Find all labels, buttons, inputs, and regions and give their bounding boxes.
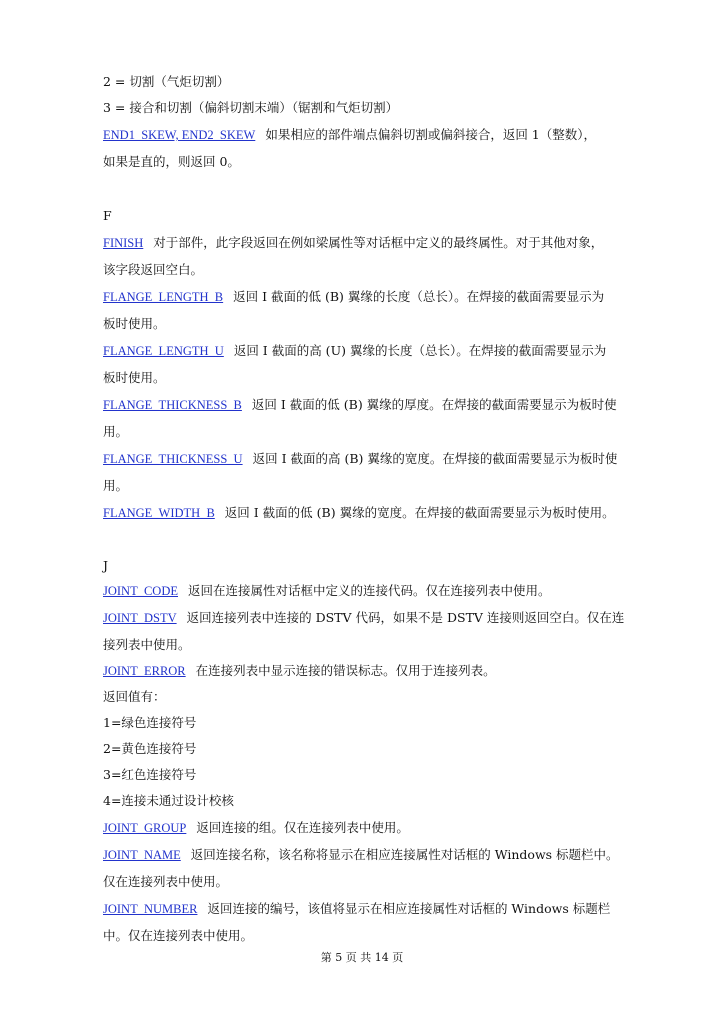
entry-continuation: 如果是直的，则返回 0。 xyxy=(103,154,240,169)
text-line xyxy=(103,478,623,494)
entry-flange-width-b xyxy=(103,505,623,521)
entry-continuation: 接列表中使用。 xyxy=(103,637,191,652)
cut-type-2: 2 = 切割（气炬切割） xyxy=(103,74,230,89)
entry-description: 返回 I 截面的高 (B) 翼缘的宽度。在焊接的截面需要显示为板时使 xyxy=(252,451,618,466)
term-link-end-skew[interactable]: END1_SKEW, END2_SKEW xyxy=(103,128,256,142)
text-line xyxy=(103,741,623,757)
return-value-item: 4=连接未通过设计校核 xyxy=(103,793,234,808)
section-heading: J xyxy=(103,558,109,573)
term-link-joint-number[interactable]: JOINT_NUMBER xyxy=(103,902,198,916)
return-values-heading: 返回值有： xyxy=(103,689,166,704)
section-letter-j xyxy=(103,558,623,574)
entry-description: 返回连接的编号，该值将显示在相应连接属性对话框的 Windows 标题栏 xyxy=(207,901,611,916)
return-value-item: 1=绿色连接符号 xyxy=(103,715,197,730)
term-link-joint-name[interactable]: JOINT_NAME xyxy=(103,848,181,862)
text-line xyxy=(103,637,623,653)
entry-continuation: 仅在连接列表中使用。 xyxy=(103,874,229,889)
section-letter-f xyxy=(103,208,623,224)
entry-description: 如果相应的部件端点偏斜切割或偏斜接合，返回 1（整数）， xyxy=(265,127,596,142)
term-link-joint-error[interactable]: JOINT_ERROR xyxy=(103,664,186,678)
term-link-joint-code[interactable]: JOINT_CODE xyxy=(103,584,178,598)
term-link-flange-thickness-u[interactable]: FLANGE_THICKNESS_U xyxy=(103,452,243,466)
cut-type-3: 3 = 接合和切割（偏斜切割末端）（锯割和气炬切割） xyxy=(103,100,399,115)
entry-description: 对于部件，此字段返回在例如梁属性等对话框中定义的最终属性。对于其他对象， xyxy=(153,235,604,250)
entry-flange-thickness-u xyxy=(103,451,623,467)
entry-description: 返回在连接属性对话框中定义的连接代码。仅在连接列表中使用。 xyxy=(188,583,551,598)
page-footer xyxy=(0,949,724,965)
entry-description: 返回 I 截面的低 (B) 翼缘的宽度。在焊接的截面需要显示为板时使用。 xyxy=(224,505,615,520)
entry-continuation: 板时使用。 xyxy=(103,370,166,385)
text-line xyxy=(103,793,623,809)
entry-description: 返回连接列表中连接的 DSTV 代码，如果不是 DSTV 连接则返回空白。仅在连 xyxy=(186,610,625,625)
page-number: 第 5 页 共 14 页 xyxy=(320,951,404,964)
entry-description: 返回连接名称，该名称将显示在相应连接属性对话框的 Windows 标题栏中。 xyxy=(190,847,619,862)
entry-flange-length-b xyxy=(103,289,623,305)
text-line xyxy=(103,100,623,116)
entry-continuation: 中。仅在连接列表中使用。 xyxy=(103,928,254,943)
term-link-finish[interactable]: FINISH xyxy=(103,236,144,250)
entry-description: 返回 I 截面的低 (B) 翼缘的厚度。在焊接的截面需要显示为板时使 xyxy=(251,397,617,412)
term-link-flange-thickness-b[interactable]: FLANGE_THICKNESS_B xyxy=(103,398,242,412)
text-line xyxy=(103,689,623,705)
text-line xyxy=(103,767,623,783)
entry-end-skew xyxy=(103,127,623,143)
entry-continuation: 板时使用。 xyxy=(103,316,166,331)
text-line xyxy=(103,262,623,278)
term-link-joint-group[interactable]: JOINT_GROUP xyxy=(103,821,187,835)
entry-continuation: 该字段返回空白。 xyxy=(103,262,204,277)
text-line xyxy=(103,370,623,386)
return-value-item: 2=黄色连接符号 xyxy=(103,741,197,756)
text-line xyxy=(103,715,623,731)
entry-continuation: 用。 xyxy=(103,424,129,439)
text-line xyxy=(103,424,623,440)
text-line xyxy=(103,316,623,332)
entry-joint-code xyxy=(103,583,623,599)
entry-joint-number xyxy=(103,901,623,917)
return-value-item: 3=红色连接符号 xyxy=(103,767,197,782)
term-link-flange-length-u[interactable]: FLANGE_LENGTH_U xyxy=(103,344,224,358)
term-link-joint-dstv[interactable]: JOINT_DSTV xyxy=(103,611,177,625)
term-link-flange-length-b[interactable]: FLANGE_LENGTH_B xyxy=(103,290,224,304)
term-link-flange-width-b[interactable]: FLANGE_WIDTH_B xyxy=(103,506,215,520)
entry-description: 返回连接的组。仅在连接列表中使用。 xyxy=(196,820,409,835)
entry-finish xyxy=(103,235,623,251)
entry-joint-name xyxy=(103,847,623,863)
text-line xyxy=(103,74,623,90)
entry-joint-dstv xyxy=(103,610,623,626)
section-heading: F xyxy=(103,208,112,223)
entry-joint-error xyxy=(103,663,623,679)
entry-continuation: 用。 xyxy=(103,478,129,493)
entry-description: 返回 I 截面的低 (B) 翼缘的长度（总长）。在焊接的截面需要显示为 xyxy=(233,289,605,304)
entry-flange-length-u xyxy=(103,343,623,359)
entry-joint-group xyxy=(103,820,623,836)
entry-description: 返回 I 截面的高 (U) 翼缘的长度（总长）。在焊接的截面需要显示为 xyxy=(233,343,607,358)
text-line xyxy=(103,874,623,890)
entry-description: 在连接列表中显示连接的错误标志。仅用于连接列表。 xyxy=(195,663,496,678)
text-line xyxy=(103,154,623,170)
entry-flange-thickness-b xyxy=(103,397,623,413)
text-line xyxy=(103,928,623,944)
